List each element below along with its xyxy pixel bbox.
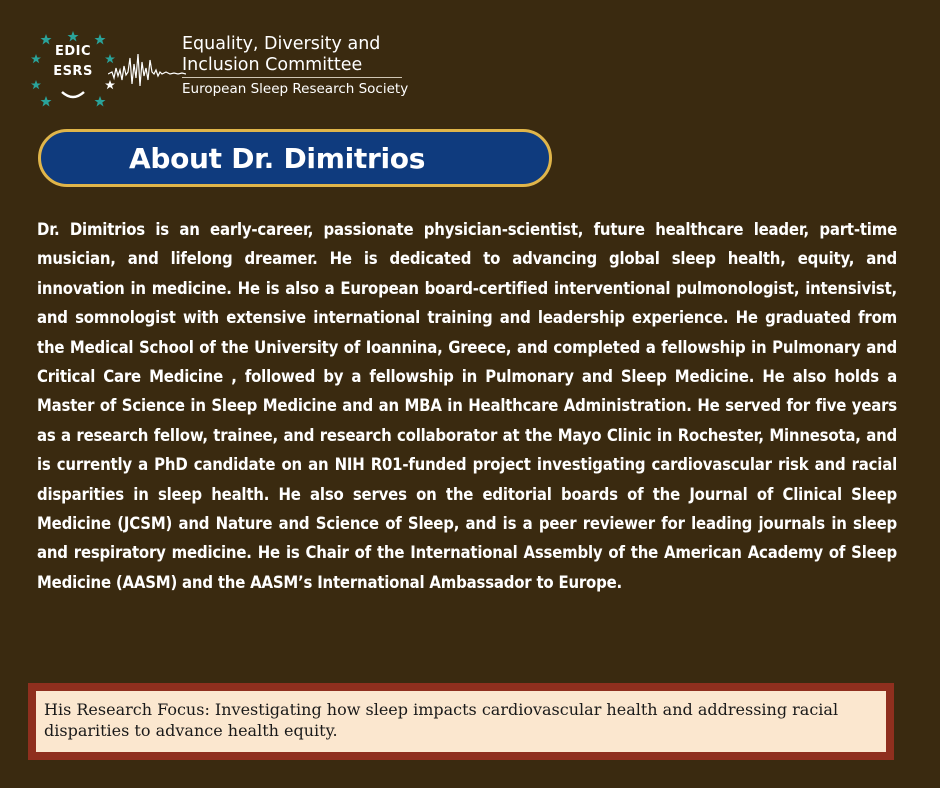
research-focus-text: His Research Focus: Investigating how sleep impacts cardiovascular health and addressing racial disparities to advance health equity. — [36, 691, 886, 752]
sleep-wave-icon — [108, 50, 186, 90]
research-focus-box — [28, 683, 894, 760]
committee-heading — [182, 34, 408, 98]
page-title: About Dr. Dimitrios — [129, 142, 426, 175]
edic-esrs-logo — [28, 30, 118, 108]
bio-paragraph: Dr. Dimitrios is an early-career, passionate physician-scientist, future healthcare leader, part-time musician, and lifelong dreamer. He is dedicated to advancing global sleep health, equity, and innovation in medicine. He is also a European board-certified interventional pulmonologist, intensivist, and somnologist with extensive international training and leadership experience. He graduated from the Medical School of the University of Ioannina, Greece, and completed a fellowship in Pulmonary and Critical Care Medicine , followed by a fellowship in Pulmonary and Sleep Medicine. He also holds a Master of Science in Sleep Medicine and an MBA in Healthcare Administration. He served for five years as a research fellow, trainee, and research collaborator at the Mayo Clinic in Rochester, Minnesota, and is currently a PhD candidate on an NIH R01-funded project investigating cardiovascular risk and racial disparities in sleep health. He also serves on the editorial boards of the Journal of Clinical Sleep Medicine (JCSM) and Nature and Science of Sleep, and is a peer reviewer for leading journals in sleep and respiratory medicine. He is Chair of the International Assembly of the American Academy of Sleep Medicine (AASM) and the AASM’s International Ambassador to Europe. — [37, 220, 897, 592]
committee-line-1: Equality, Diversity and — [182, 34, 381, 54]
committee-line-2: Inclusion Committee — [182, 55, 363, 75]
title-banner — [38, 129, 552, 187]
committee-divider — [182, 77, 402, 78]
logo-text-edic: EDIC — [54, 44, 92, 59]
logo-text-esrs: ESRS — [53, 64, 93, 79]
society-name: European Sleep Research Society — [182, 81, 409, 97]
